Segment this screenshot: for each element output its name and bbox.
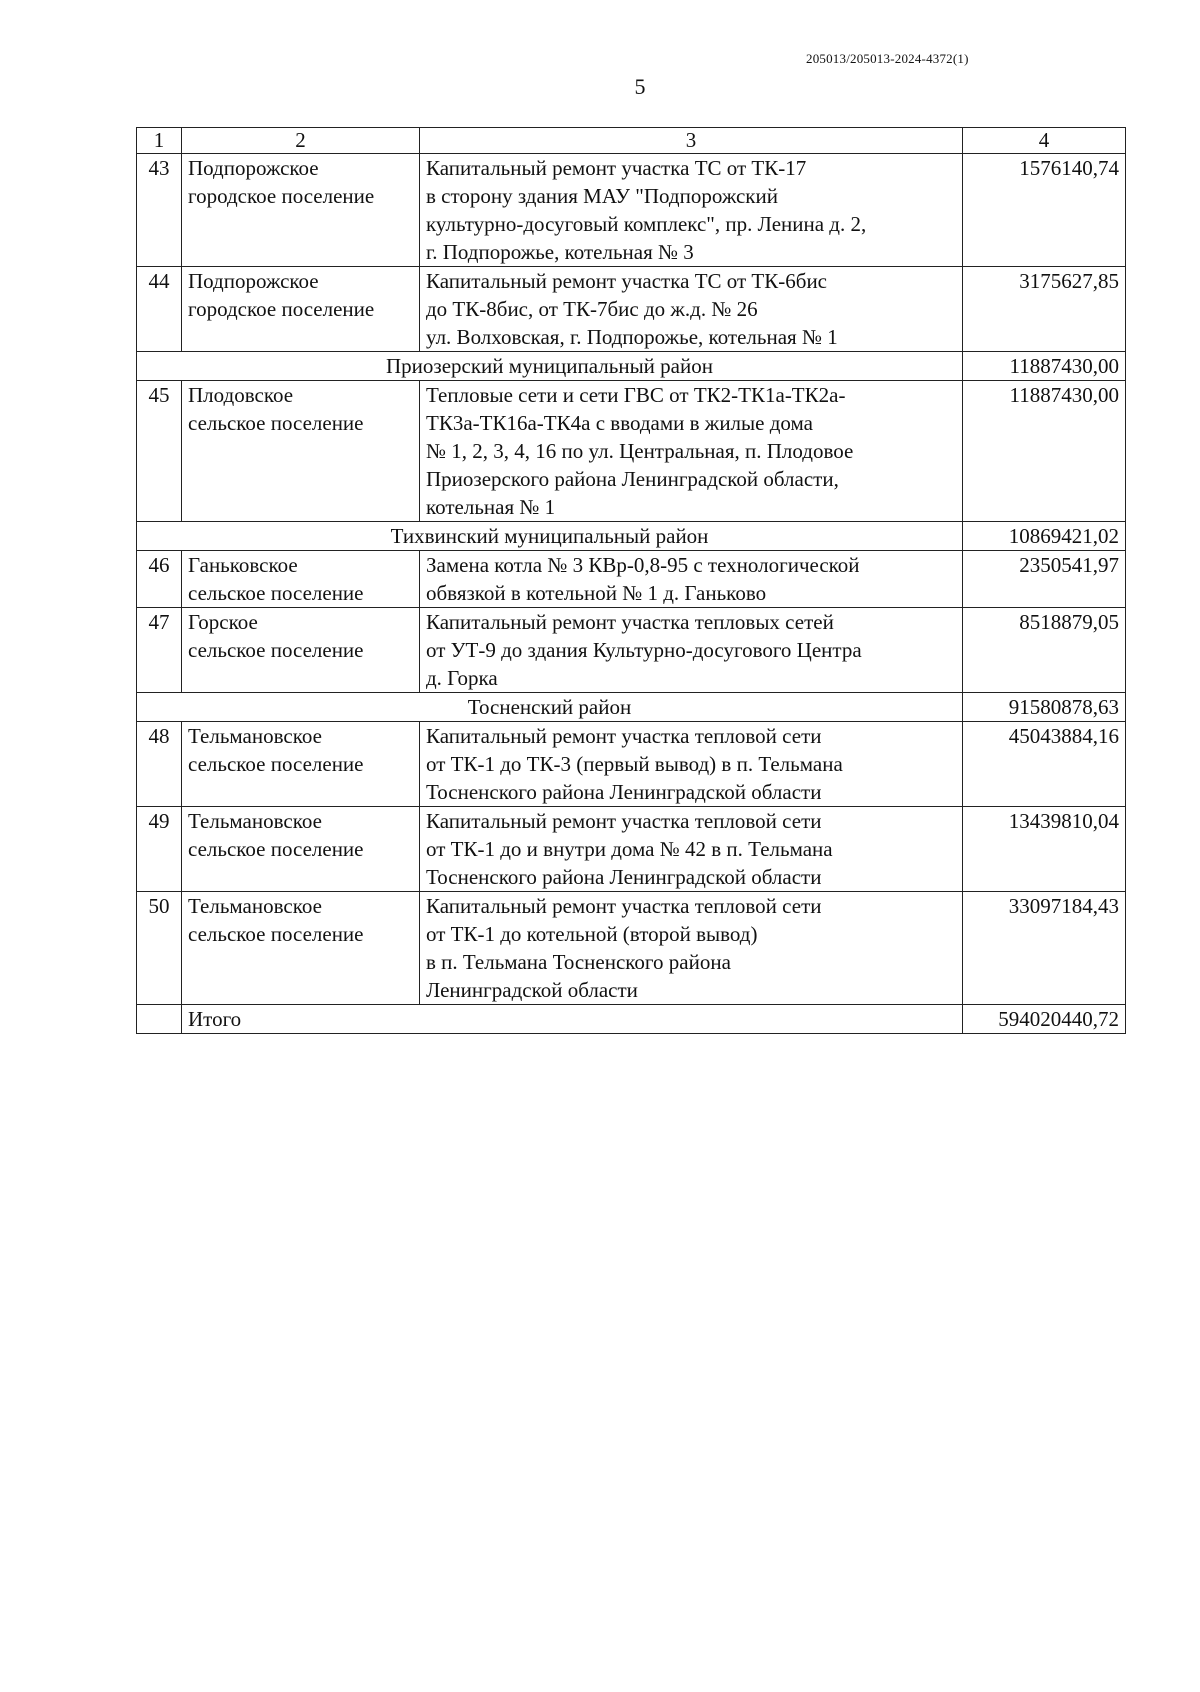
table-row xyxy=(137,892,1126,1005)
row-number: 43 xyxy=(137,154,182,267)
settlement-cell: Плодовское сельское поселение xyxy=(182,381,420,522)
row-number: 47 xyxy=(137,608,182,693)
description-cell: Капитальный ремонт участка ТС от ТК-17 в сторону здания МАУ "Подпорожский культурно-досуговый комплекс", пр. Ленина д. 2, г. Подпорожье, котельная № 3 xyxy=(420,154,963,267)
description-cell: Капитальный ремонт участка тепловых сетей от УТ-9 до здания Культурно-досугового Центра д. Горка xyxy=(420,608,963,693)
amount-cell: 2350541,97 xyxy=(963,551,1126,608)
row-number: 46 xyxy=(137,551,182,608)
table-row xyxy=(137,722,1126,807)
settlement-cell: Тельмановское сельское поселение xyxy=(182,892,420,1005)
table-row xyxy=(137,608,1126,693)
document-id: 205013/205013-2024-4372(1) xyxy=(806,51,969,66)
settlement-cell: Тельмановское сельское поселение xyxy=(182,807,420,892)
total-label: Итого xyxy=(182,1005,963,1034)
amount-cell: 13439810,04 xyxy=(963,807,1126,892)
funding-table xyxy=(136,127,1126,1034)
total-amount: 594020440,72 xyxy=(963,1005,1126,1034)
table-row xyxy=(137,154,1126,267)
amount-cell: 11887430,00 xyxy=(963,381,1126,522)
description-cell: Капитальный ремонт участка тепловой сети от ТК-1 до ТК-3 (первый вывод) в п. Тельмана Тосненского района Ленинградской области xyxy=(420,722,963,807)
total-row xyxy=(137,1005,1126,1034)
table-row xyxy=(137,807,1126,892)
table-row xyxy=(137,381,1126,522)
row-number: 44 xyxy=(137,267,182,352)
row-number: 49 xyxy=(137,807,182,892)
table-header-row xyxy=(137,128,1126,154)
amount-cell: 8518879,05 xyxy=(963,608,1126,693)
settlement-cell: Подпорожское городское поселение xyxy=(182,267,420,352)
total-empty-cell xyxy=(137,1005,182,1034)
header-cell: 3 xyxy=(420,128,963,154)
amount-cell: 33097184,43 xyxy=(963,892,1126,1005)
settlement-cell: Тельмановское сельское поселение xyxy=(182,722,420,807)
district-subtotal-row xyxy=(137,693,1126,722)
description-cell: Капитальный ремонт участка тепловой сети от ТК-1 до и внутри дома № 42 в п. Тельмана Тосненского района Ленинградской области xyxy=(420,807,963,892)
row-number: 50 xyxy=(137,892,182,1005)
header-cell: 4 xyxy=(963,128,1126,154)
header-cell: 2 xyxy=(182,128,420,154)
amount-cell: 3175627,85 xyxy=(963,267,1126,352)
district-amount: 11887430,00 xyxy=(963,352,1126,381)
settlement-cell: Ганьковское сельское поселение xyxy=(182,551,420,608)
description-cell: Тепловые сети и сети ГВС от ТК2-ТК1а-ТК2а- ТК3а-ТК16а-ТК4а с вводами в жилые дома № 1, 2, 3, 4, 16 по ул. Центральная, п. Плодовое Приозерского района Ленинградской области, котельная № 1 xyxy=(420,381,963,522)
description-cell: Замена котла № 3 КВр-0,8-95 с технологической обвязкой в котельной № 1 д. Ганьково xyxy=(420,551,963,608)
settlement-cell: Горское сельское поселение xyxy=(182,608,420,693)
district-subtotal-row xyxy=(137,522,1126,551)
district-name: Приозерский муниципальный район xyxy=(137,352,963,381)
district-name: Тихвинский муниципальный район xyxy=(137,522,963,551)
row-number: 45 xyxy=(137,381,182,522)
amount-cell: 45043884,16 xyxy=(963,722,1126,807)
district-subtotal-row xyxy=(137,352,1126,381)
table-row xyxy=(137,267,1126,352)
page-number: 5 xyxy=(634,74,646,99)
district-amount: 91580878,63 xyxy=(963,693,1126,722)
settlement-cell: Подпорожское городское поселение xyxy=(182,154,420,267)
header-cell: 1 xyxy=(137,128,182,154)
district-amount: 10869421,02 xyxy=(963,522,1126,551)
description-cell: Капитальный ремонт участка тепловой сети от ТК-1 до котельной (второй вывод) в п. Тельмана Тосненского района Ленинградской области xyxy=(420,892,963,1005)
table-row xyxy=(137,551,1126,608)
description-cell: Капитальный ремонт участка ТС от ТК-6бис до ТК-8бис, от ТК-7бис до ж.д. № 26 ул. Волховская, г. Подпорожье, котельная № 1 xyxy=(420,267,963,352)
row-number: 48 xyxy=(137,722,182,807)
amount-cell: 1576140,74 xyxy=(963,154,1126,267)
district-name: Тосненский район xyxy=(137,693,963,722)
